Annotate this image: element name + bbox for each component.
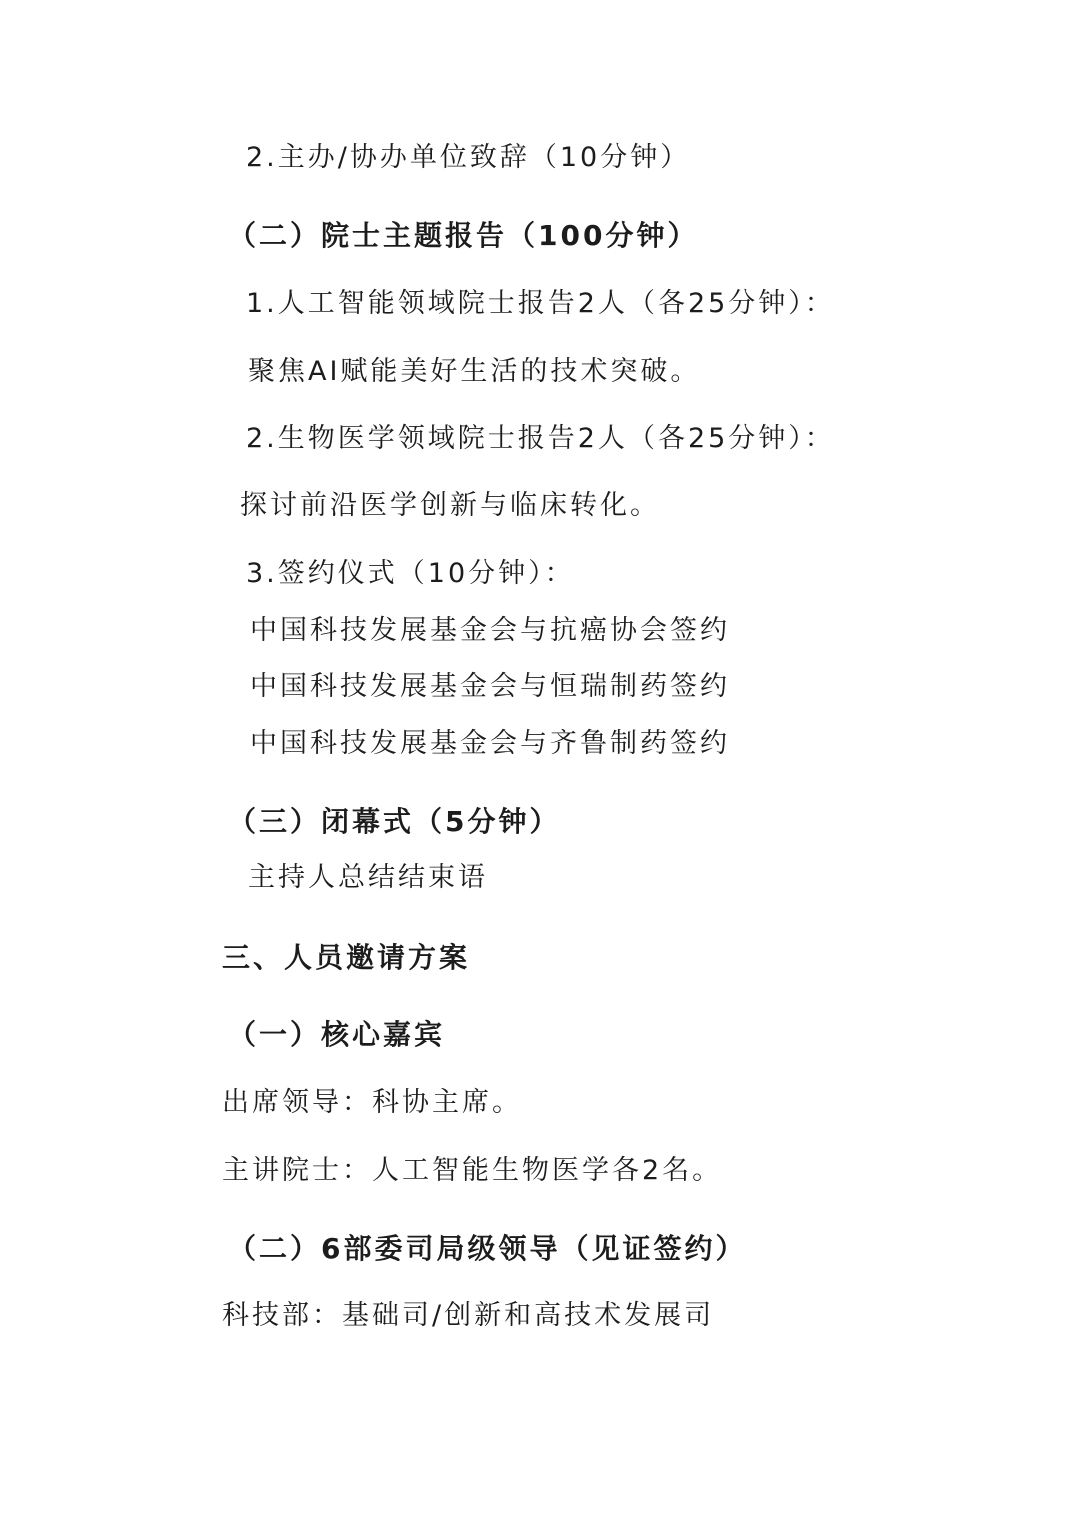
guest-entry-academicians: 主讲院士：人工智能生物医学各2名。	[222, 1155, 723, 1186]
section-heading-ministry-leaders: （二）6部委司局级领导（见证签约）	[228, 1232, 747, 1265]
guest-entry-leaders: 出席领导：科协主席。	[222, 1087, 522, 1118]
signing-entry-2: 中国科技发展基金会与恒瑞制药签约	[250, 671, 730, 702]
agenda-item-ai-description: 聚焦AI赋能美好生活的技术突破。	[248, 356, 701, 387]
agenda-item-biomed-reports: 2.生物医学领域院士报告2人（各25分钟）：	[246, 423, 835, 454]
agenda-item-closing-remarks: 主持人总结结束语	[248, 862, 488, 893]
signing-entry-1: 中国科技发展基金会与抗癌协会签约	[250, 615, 730, 646]
section-heading-closing: （三）闭幕式（5分钟）	[228, 805, 561, 838]
signing-entry-3: 中国科技发展基金会与齐鲁制药签约	[250, 728, 730, 759]
agenda-item-signing-ceremony: 3.签约仪式（10分钟）：	[246, 558, 575, 589]
agenda-item-ai-reports: 1.人工智能领域院士报告2人（各25分钟）：	[246, 288, 835, 319]
section-heading-core-guests: （一）核心嘉宾	[228, 1018, 446, 1051]
agenda-item-host-speech: 2.主办/协办单位致辞（10分钟）	[246, 142, 691, 173]
section-heading-academician-reports: （二）院士主题报告（100分钟）	[228, 219, 699, 252]
chapter-heading-invitation-plan: 三、人员邀请方案	[222, 941, 471, 974]
agenda-item-biomed-description: 探讨前沿医学创新与临床转化。	[240, 490, 660, 521]
ministry-entry-most: 科技部：基础司/创新和高技术发展司	[222, 1300, 715, 1331]
